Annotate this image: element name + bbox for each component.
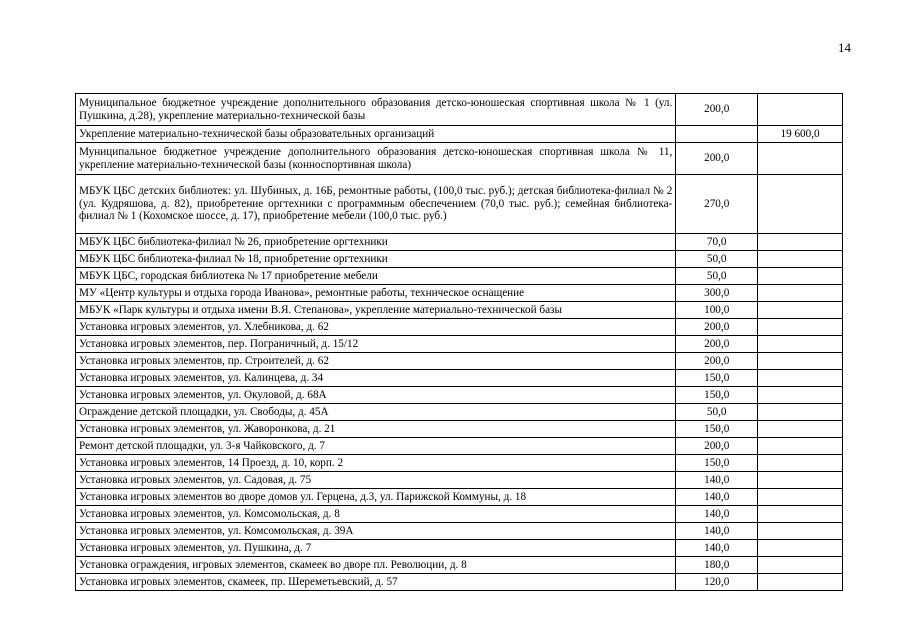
row-description: Установка игровых элементов, 14 Проезд, д. 10, корп. 2 xyxy=(76,455,676,472)
row-description: Ремонт детской площадки, ул. 3-я Чайковского, д. 7 xyxy=(76,438,676,455)
row-amount: 120,0 xyxy=(676,574,758,591)
table-row xyxy=(76,370,843,387)
row-description: Установка игровых элементов, ул. Садовая, д. 75 xyxy=(76,472,676,489)
budget-table-body xyxy=(76,94,843,591)
table-row xyxy=(76,421,843,438)
row-description: Установка игровых элементов, ул. Хлебникова, д. 62 xyxy=(76,319,676,336)
row-description: Установка ограждения, игровых элементов, скамеек во дворе пл. Революции, д. 8 xyxy=(76,557,676,574)
table-row xyxy=(76,489,843,506)
table-row xyxy=(76,574,843,591)
row-amount: 140,0 xyxy=(676,523,758,540)
row-amount: 140,0 xyxy=(676,472,758,489)
row-description: Установка игровых элементов, скамеек, пр. Шереметьевский, д. 57 xyxy=(76,574,676,591)
table-row xyxy=(76,387,843,404)
row-description: Укрепление материально-технической базы образовательных организаций xyxy=(76,126,676,143)
row-amount: 100,0 xyxy=(676,302,758,319)
row-total xyxy=(758,438,843,455)
row-description: Установка игровых элементов, ул. Жаворонкова, д. 21 xyxy=(76,421,676,438)
row-amount: 70,0 xyxy=(676,234,758,251)
row-amount: 200,0 xyxy=(676,319,758,336)
row-total xyxy=(758,175,843,234)
table-row xyxy=(76,126,843,143)
table-row xyxy=(76,353,843,370)
row-amount: 200,0 xyxy=(676,143,758,175)
row-description: МБУК ЦБС, городская библиотека № 17 приобретение мебели xyxy=(76,268,676,285)
table-row xyxy=(76,319,843,336)
table-row xyxy=(76,540,843,557)
page-number: 14 xyxy=(838,40,851,55)
row-total xyxy=(758,523,843,540)
table-row xyxy=(76,336,843,353)
row-total xyxy=(758,302,843,319)
row-total xyxy=(758,387,843,404)
row-total xyxy=(758,455,843,472)
row-total xyxy=(758,472,843,489)
table-row xyxy=(76,438,843,455)
row-description: МБУК ЦБС библиотека-филиал № 26, приобретение оргтехники xyxy=(76,234,676,251)
row-total xyxy=(758,336,843,353)
row-total xyxy=(758,506,843,523)
row-amount: 140,0 xyxy=(676,506,758,523)
table-row xyxy=(76,506,843,523)
row-total xyxy=(758,489,843,506)
row-amount: 200,0 xyxy=(676,438,758,455)
row-amount: 200,0 xyxy=(676,94,758,126)
table-row xyxy=(76,404,843,421)
row-total xyxy=(758,421,843,438)
row-total xyxy=(758,404,843,421)
row-description: Установка игровых элементов, ул. Комсомольская, д. 8 xyxy=(76,506,676,523)
budget-table xyxy=(75,93,843,591)
table-row xyxy=(76,285,843,302)
row-description: Установка игровых элементов, пер. Пограничный, д. 15/12 xyxy=(76,336,676,353)
row-description: Установка игровых элементов во дворе домов ул. Герцена, д.3, ул. Парижской Коммуны, д. 18 xyxy=(76,489,676,506)
row-amount: 200,0 xyxy=(676,353,758,370)
table-row xyxy=(76,455,843,472)
row-total xyxy=(758,540,843,557)
row-amount: 150,0 xyxy=(676,421,758,438)
row-total xyxy=(758,94,843,126)
row-amount: 50,0 xyxy=(676,404,758,421)
table-row xyxy=(76,94,843,126)
row-description: Установка игровых элементов, пр. Строителей, д. 62 xyxy=(76,353,676,370)
row-total xyxy=(758,268,843,285)
row-description: МБУК «Парк культуры и отдыха имени В.Я. Степанова», укрепление материально-технической базы xyxy=(76,302,676,319)
table-row xyxy=(76,523,843,540)
row-amount: 200,0 xyxy=(676,336,758,353)
row-description: Установка игровых элементов, ул. Комсомольская, д. 39А xyxy=(76,523,676,540)
row-description: Установка игровых элементов, ул. Окуловой, д. 68А xyxy=(76,387,676,404)
table-row xyxy=(76,234,843,251)
row-total xyxy=(758,234,843,251)
row-description: Установка игровых элементов, ул. Пушкина, д. 7 xyxy=(76,540,676,557)
row-description: Установка игровых элементов, ул. Калинцева, д. 34 xyxy=(76,370,676,387)
row-amount: 50,0 xyxy=(676,268,758,285)
row-amount: 270,0 xyxy=(676,175,758,234)
row-description: МБУК ЦБС детских библиотек: ул. Шубиных, д. 16Б, ремонтные работы, (100,0 тыс. руб.); детская библиотека-филиал № 2 (ул. Кудряшова, д. 82), приобретение оргтехники с программным обеспечением (70,0 тыс. руб.); семейная библиотека-филиал № 1 (Кохомское шоссе, д. 17), приобретение мебели (100,0 тыс. руб.) xyxy=(76,175,676,234)
row-total xyxy=(758,557,843,574)
row-description: Ограждение детской площадки, ул. Свободы, д. 45А xyxy=(76,404,676,421)
row-description: МУ «Центр культуры и отдыха города Иванова», ремонтные работы, техническое оснащение xyxy=(76,285,676,302)
row-amount: 150,0 xyxy=(676,387,758,404)
table-row xyxy=(76,472,843,489)
row-amount: 180,0 xyxy=(676,557,758,574)
table-row xyxy=(76,268,843,285)
row-total xyxy=(758,574,843,591)
row-description: МБУК ЦБС библиотека-филиал № 18, приобретение оргтехники xyxy=(76,251,676,268)
row-total: 19 600,0 xyxy=(758,126,843,143)
row-amount: 140,0 xyxy=(676,540,758,557)
table-row xyxy=(76,143,843,175)
row-amount: 50,0 xyxy=(676,251,758,268)
row-total xyxy=(758,319,843,336)
row-total xyxy=(758,353,843,370)
row-amount: 140,0 xyxy=(676,489,758,506)
row-amount: 150,0 xyxy=(676,455,758,472)
row-total xyxy=(758,285,843,302)
row-total xyxy=(758,143,843,175)
table-row xyxy=(76,251,843,268)
row-amount: 300,0 xyxy=(676,285,758,302)
row-total xyxy=(758,251,843,268)
table-row xyxy=(76,175,843,234)
row-total xyxy=(758,370,843,387)
table-row xyxy=(76,302,843,319)
row-description: Муниципальное бюджетное учреждение дополнительного образования детско-юношеская спортивная школа № 11, укрепление материально-технической базы (конноспортивная школа) xyxy=(76,143,676,175)
row-description: Муниципальное бюджетное учреждение дополнительного образования детско-юношеская спортивная школа № 1 (ул. Пушкина, д.28), укрепление материально-технической базы xyxy=(76,94,676,126)
table-row xyxy=(76,557,843,574)
row-amount xyxy=(676,126,758,143)
row-amount: 150,0 xyxy=(676,370,758,387)
